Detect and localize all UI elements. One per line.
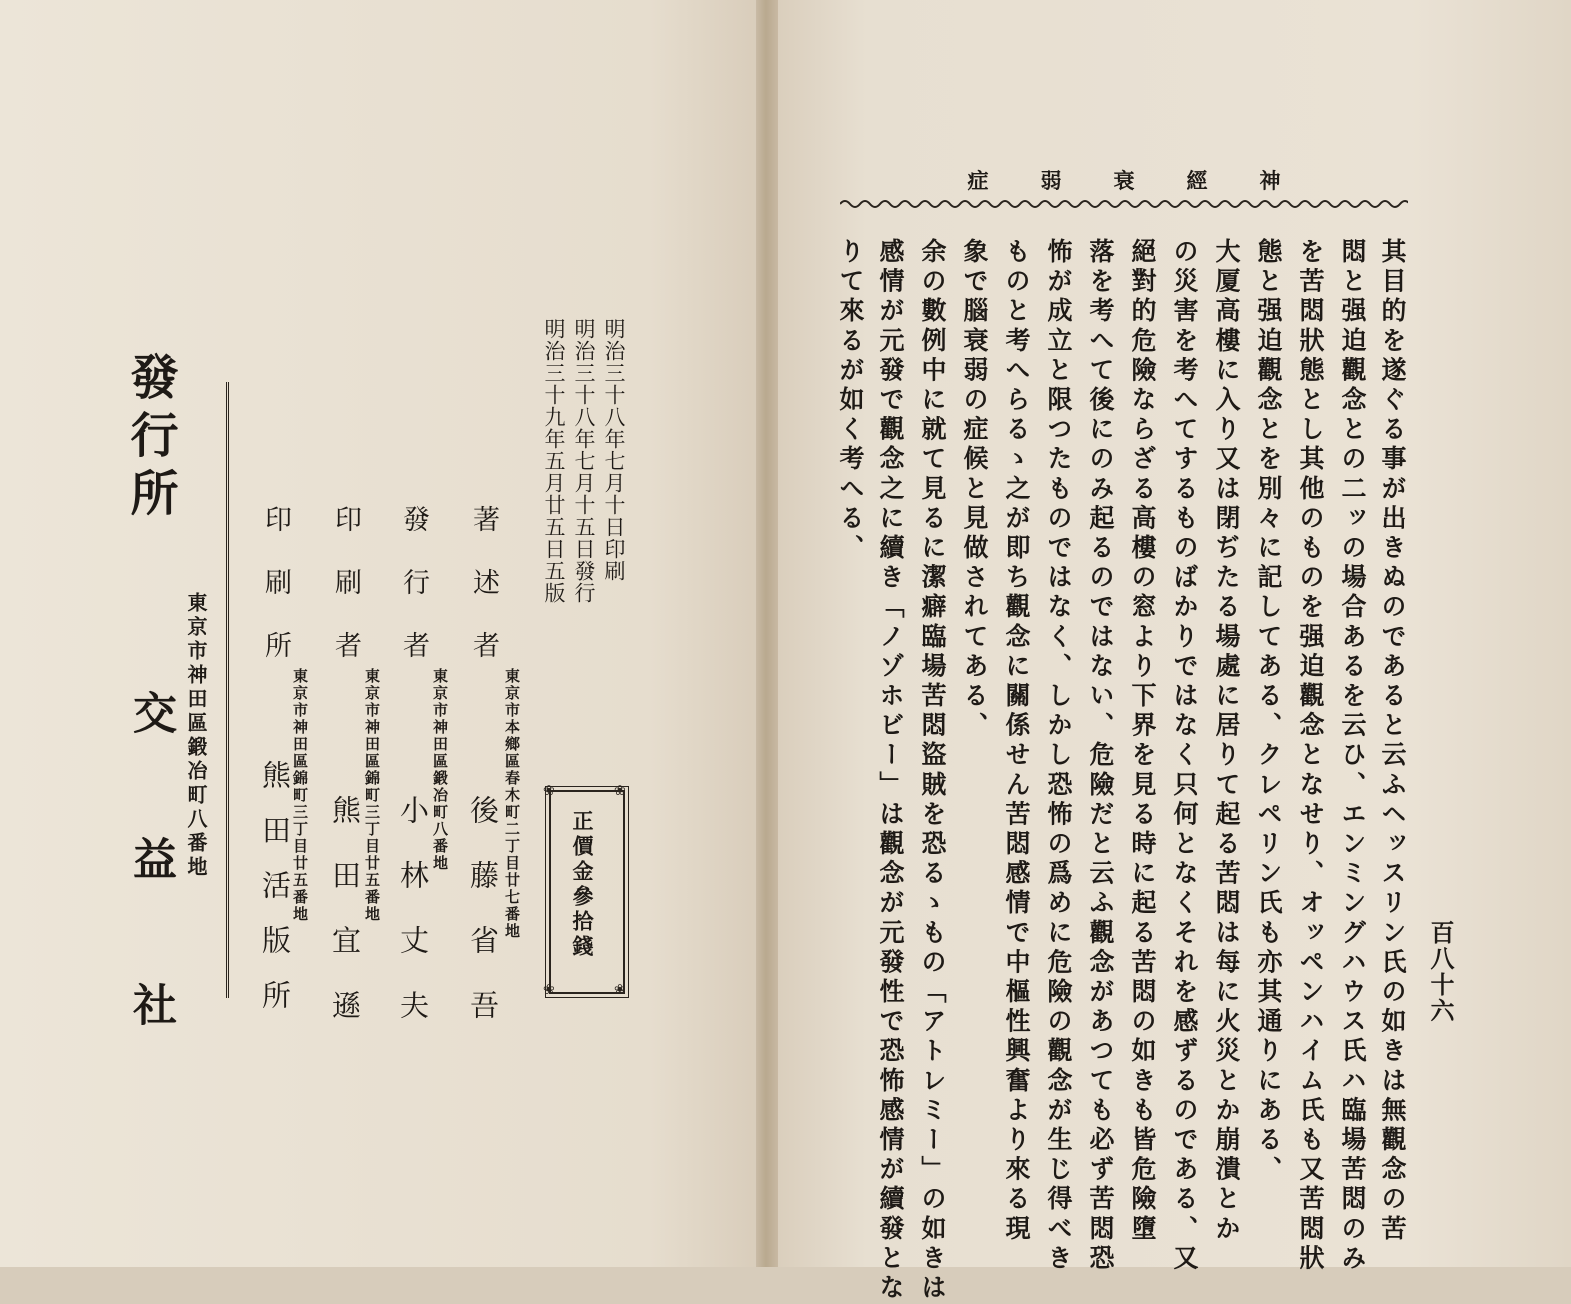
running-header-title: 症弱衰經神 — [967, 168, 1333, 193]
page-number: 百八十六 — [1426, 920, 1455, 1024]
book-gutter — [756, 0, 778, 1267]
text-column-4: 態と强迫觀念とを別々に記してある、クレペリン氏も亦其通りにある、 — [1254, 238, 1283, 1186]
text-column-1: 其目的を遂ぐる事が出きぬのであると云ふヘッスリン氏の如きは無觀念の苦 — [1378, 238, 1407, 1245]
printing-house-role: 印刷所 — [260, 505, 291, 694]
vertical-double-rule — [226, 382, 229, 998]
text-column-3: を苦悶狀態とし其他のものを强迫觀念となせり、オッペンハイム氏も又苦悶狀 — [1296, 238, 1325, 1274]
text-column-7: 絕對的危險ならざる高樓の窓より下界を見る時に起る苦悶の如きも皆危險墮 — [1128, 238, 1157, 1245]
publisher-person-name: 小林丈夫 — [396, 795, 430, 1055]
fifth-edition-date: 明治三十九年五月廿五日五版 — [542, 318, 566, 604]
printing-house-address: 東京市神田區錦町三丁目廿五番地 — [291, 668, 309, 923]
text-column-11: 象で腦衰弱の症候と見做されてある、 — [960, 238, 989, 742]
printer-name: 熊田宜遜 — [328, 795, 362, 1055]
price-label: 正價金參拾錢 — [570, 810, 595, 960]
text-column-12: 余の數例中に就て見るに潔癖臨場苦悶盜賊を恐るゝもの「アトレミー」の如きは — [918, 238, 947, 1304]
flower-ornament-icon: ❀ — [543, 982, 555, 998]
header-wavy-rule — [840, 197, 1408, 211]
print-date: 明治三十八年七月十日印刷 — [602, 318, 626, 582]
author-role: 著述者 — [468, 505, 499, 694]
text-column-2: 悶と强迫觀念との二ッの場合あるを云ひ、エンミングハウス氏ハ臨場苦悶のみ — [1338, 238, 1367, 1274]
publisher-label: 發行所 — [122, 352, 178, 526]
publisher-name: 交益社 — [125, 690, 176, 1128]
text-column-13: 感情が元發で觀念之に續き「ノゾホビー」は觀念が元發性で恐怖感情が續發とな — [876, 238, 905, 1304]
text-column-9: 怖が成立と限つたものではなく、しかし恐怖の爲めに危險の觀念が生じ得べき — [1044, 238, 1073, 1274]
printer-role: 印刷者 — [330, 505, 361, 694]
flower-ornament-icon: ❀ — [614, 982, 626, 998]
text-column-8: 落を考へて後にのみ起るのではない、危險だと云ふ觀念があつても必ず苦悶恐 — [1086, 238, 1115, 1274]
text-column-6: の災害を考へてするものばかりではなく只何となくそれを感ずるのである、又 — [1170, 238, 1199, 1274]
publisher-person-role: 發行者 — [398, 505, 429, 694]
text-column-10: ものと考へらるゝ之が即ち觀念に關係せん苦悶感情で中樞性興奮より來る現 — [1002, 238, 1031, 1245]
author-address: 東京市本鄉區春木町二丁目廿七番地 — [503, 668, 521, 940]
publish-date: 明治三十八年七月十五日發行 — [572, 318, 596, 604]
left-page — [0, 0, 764, 1267]
text-column-14: りて來るが如く考へる、 — [836, 238, 865, 564]
flower-ornament-icon: ❀ — [543, 783, 555, 799]
author-name: 後藤省吾 — [466, 795, 500, 1055]
printer-address: 東京市神田區錦町三丁目廿五番地 — [363, 668, 381, 923]
flower-ornament-icon: ❀ — [614, 783, 626, 799]
publisher-person-address: 東京市神田區鍛冶町八番地 — [431, 668, 449, 872]
printing-house-name: 熊田活版所 — [258, 760, 292, 1035]
publisher-address: 東京市神田區鍛冶町八番地 — [184, 592, 208, 880]
running-header — [840, 160, 1408, 200]
text-column-5: 大厦高樓に入り又は閉ぢたる場處に居りて起る苦悶は每に火災とか崩潰とか — [1212, 238, 1241, 1245]
